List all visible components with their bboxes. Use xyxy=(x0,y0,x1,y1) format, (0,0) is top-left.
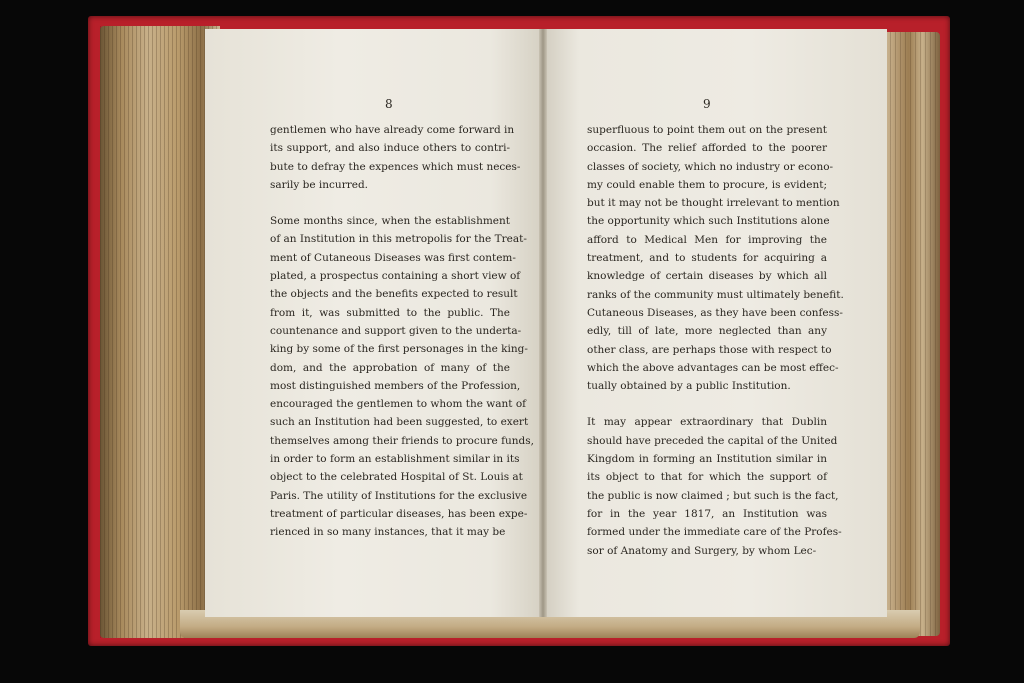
text-line: plated, a prospectus containing a short view of xyxy=(270,270,521,283)
text-line: encouraged the gentlemen to whom the want of xyxy=(270,398,527,411)
text-line: my could enable them to procure, is evident; xyxy=(587,178,827,191)
text-line: countenance and support given to the underta- xyxy=(270,324,522,337)
text-line: Cutaneous Diseases, as they have been confess- xyxy=(587,306,843,319)
text-line: tually obtained by a public Institution. xyxy=(587,380,791,393)
text-line: treatment, and to students for acquiring a xyxy=(587,252,827,265)
text-line: from it, was submitted to the public. The xyxy=(270,306,510,319)
text-line: dom, and the approbation of many of the xyxy=(270,361,510,374)
page-number: 9 xyxy=(703,97,711,111)
text-line: Some months since, when the establishment xyxy=(270,215,510,228)
text-line: in order to form an establishment similar in its xyxy=(270,453,520,466)
text-line: afford to Medical Men for improving the xyxy=(587,233,827,246)
text-line: edly, till of late, more neglected than any xyxy=(587,325,827,338)
text-line: ranks of the community must ultimately benefit. xyxy=(587,288,844,301)
text-line: such an Institution had been suggested, to exert xyxy=(270,416,529,429)
text-line: the objects and the benefits expected to result xyxy=(270,288,518,301)
left-page xyxy=(205,29,541,617)
page-text xyxy=(270,121,534,542)
text-line: but it may not be thought irrelevant to mention xyxy=(587,197,840,210)
text-line: sor of Anatomy and Surgery, by whom Lec- xyxy=(587,544,817,557)
text-line: Kingdom in forming an Institution similar in xyxy=(587,453,827,466)
text-line: the public is now claimed ; but such is the fact, xyxy=(587,489,839,502)
text-line: king by some of the first personages in the king- xyxy=(270,343,528,356)
page-block-left xyxy=(100,26,220,638)
text-line: other class, are perhaps those with respect to xyxy=(587,343,832,356)
text-line: its support, and also induce others to contri- xyxy=(270,142,510,155)
text-line: gentlemen who have already come forward in xyxy=(270,124,515,136)
book-gutter xyxy=(539,29,547,617)
text-line: for in the year 1817, an Institution was xyxy=(587,507,827,520)
text-line: Paris. The utility of Institutions for the exclusive xyxy=(270,489,528,502)
text-line: ment of Cutaneous Diseases was first contem- xyxy=(270,251,516,264)
paragraph-gap xyxy=(587,395,827,413)
page-number: 8 xyxy=(385,97,393,111)
text-line: occasion. The relief afforded to the poorer xyxy=(587,142,827,155)
text-line: rienced in so many instances, that it may be xyxy=(270,526,506,539)
text-line: treatment of particular diseases, has been expe- xyxy=(270,507,528,520)
text-line: object to the celebrated Hospital of St. Louis at xyxy=(270,471,523,484)
page-text xyxy=(587,121,844,560)
text-line: It may appear extraordinary that Dublin xyxy=(587,416,827,429)
text-line: themselves among their friends to procure funds, xyxy=(270,434,534,447)
text-line: most distinguished members of the Profession, xyxy=(270,379,521,392)
text-line: superfluous to point them out on the present xyxy=(587,124,827,136)
text-line: its object to that for which the support of xyxy=(587,471,827,484)
text-line: of an Institution in this metropolis for the Treat- xyxy=(270,233,527,246)
paragraph-gap xyxy=(270,194,510,212)
text-line: sarily be incurred. xyxy=(270,178,369,191)
text-line: bute to defray the expences which must neces- xyxy=(270,160,521,173)
text-line: which the above advantages can be most effec- xyxy=(587,361,839,374)
text-line: should have preceded the capital of the United xyxy=(587,434,838,447)
text-line: formed under the immediate care of the Profes- xyxy=(587,526,842,539)
text-line: the opportunity which such Institutions alone xyxy=(587,215,830,228)
text-line: knowledge of certain diseases by which all xyxy=(587,270,827,283)
text-line: classes of society, which no industry or econo- xyxy=(587,160,834,173)
right-page xyxy=(545,29,887,617)
